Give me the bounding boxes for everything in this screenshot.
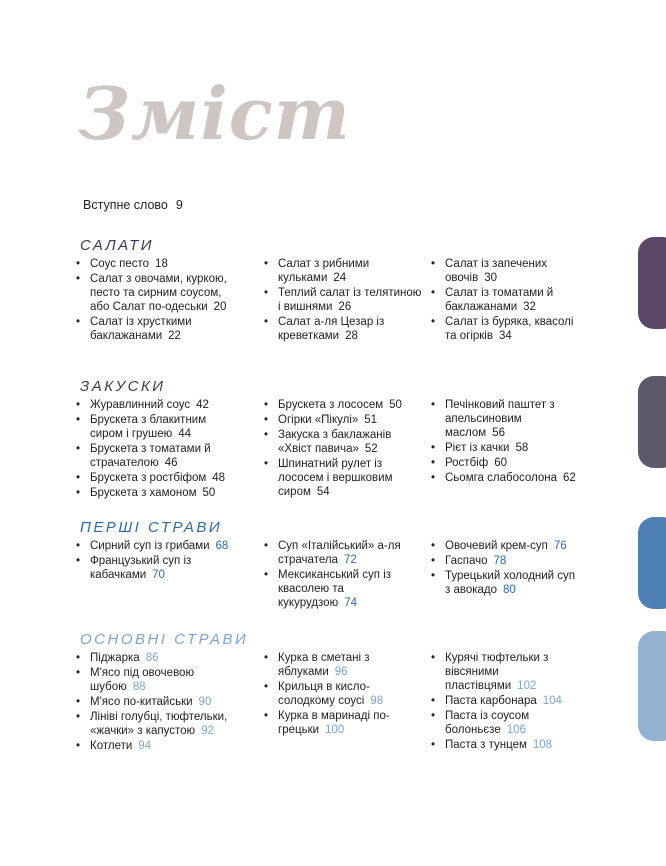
entry-page: 30 <box>484 272 497 284</box>
entry-page: 86 <box>145 652 159 664</box>
toc-entry[interactable] <box>431 539 581 553</box>
entry-title: Крильця в кисло-солодкому соусі <box>278 681 370 707</box>
entry-title: Шпинатний рулет із лососем і вершковим сиром <box>278 458 393 498</box>
entry-page: 22 <box>168 330 181 342</box>
bullet-icon: • <box>76 652 81 664</box>
toc-entry[interactable] <box>76 257 236 271</box>
bullet-icon: • <box>264 540 269 552</box>
toc-entry[interactable] <box>76 442 236 470</box>
entry-title: Гаспачо <box>445 555 488 567</box>
toc-entry[interactable] <box>76 315 236 343</box>
entry-title: Паста із соусом болоньєзе <box>445 710 530 736</box>
bullet-icon: • <box>76 740 81 752</box>
entry-title: Закуска з баклажанів «Хвіст павича» <box>278 429 392 455</box>
toc-column <box>76 257 236 344</box>
bullet-icon: • <box>431 258 436 270</box>
bullet-icon: • <box>264 681 269 693</box>
toc-entry[interactable] <box>431 709 581 737</box>
bullet-icon: • <box>431 316 436 328</box>
section-heading: ЗАКУСКИ <box>80 378 166 395</box>
entry-page: 74 <box>344 597 357 609</box>
entry-title: Піджарка <box>90 652 140 664</box>
toc-entry[interactable] <box>264 539 422 567</box>
bullet-icon: • <box>76 540 81 552</box>
bullet-icon: • <box>264 316 269 328</box>
entry-title: Суп «Італійський» а-ля страчатела <box>278 540 401 566</box>
entry-page: 96 <box>334 666 348 678</box>
toc-entry[interactable] <box>264 315 422 343</box>
bullet-icon: • <box>264 414 269 426</box>
toc-entry[interactable] <box>76 486 236 500</box>
bullet-icon: • <box>431 570 436 582</box>
bullet-icon: • <box>431 442 436 454</box>
entry-title: Брускета з хамоном <box>90 487 197 499</box>
section-heading: ПЕРШІ СТРАВИ <box>80 519 223 536</box>
toc-column <box>264 539 422 611</box>
bullet-icon: • <box>264 458 269 470</box>
bullet-icon: • <box>431 457 436 469</box>
bullet-icon: • <box>76 696 81 708</box>
toc-column <box>76 539 236 583</box>
bullet-icon: • <box>76 443 81 455</box>
entry-title: Сьомга слабосолона <box>445 472 557 484</box>
bullet-icon: • <box>264 652 269 664</box>
entry-page: 104 <box>542 695 562 707</box>
toc-entry[interactable] <box>264 568 422 610</box>
entry-title: Паста з тунцем <box>445 739 527 751</box>
entry-title: М'ясо по-китайськи <box>90 696 193 708</box>
toc-entry[interactable] <box>76 554 236 582</box>
page-title: Зміст <box>78 71 351 156</box>
section-tab[interactable] <box>638 376 666 468</box>
bullet-icon: • <box>431 739 436 751</box>
bullet-icon: • <box>431 287 436 299</box>
toc-entry[interactable] <box>264 680 422 708</box>
entry-title: Сирний суп із грибами <box>90 540 210 552</box>
toc-column <box>264 257 422 344</box>
entry-title: Журавлинний соус <box>90 399 191 411</box>
entry-page: 50 <box>389 399 402 411</box>
bullet-icon: • <box>264 399 269 411</box>
toc-entry[interactable] <box>431 471 581 485</box>
toc-entry[interactable] <box>264 286 422 314</box>
entry-title: Паста карбонара <box>445 695 537 707</box>
toc-entry[interactable] <box>431 738 581 752</box>
entry-title: Печінковий паштет з апельсиновим маслом <box>445 399 555 439</box>
entry-title: Курка в маринаді по-грецьки <box>278 710 390 736</box>
entry-page: 80 <box>503 584 516 596</box>
section-tab[interactable] <box>638 237 666 329</box>
entry-page: 42 <box>196 399 209 411</box>
entry-title: Брускета з томатами й страчателою <box>90 443 211 469</box>
entry-title: Теплий салат із телятиною і вишнями <box>278 287 422 313</box>
section-heading: ОСНОВНІ СТРАВИ <box>80 631 249 648</box>
toc-entry[interactable] <box>431 286 581 314</box>
entry-page: 94 <box>138 740 152 752</box>
entry-page: 34 <box>498 330 512 342</box>
bullet-icon: • <box>431 695 436 707</box>
bullet-icon: • <box>264 258 269 270</box>
entry-page: 52 <box>364 443 378 455</box>
toc-column <box>76 398 236 501</box>
bullet-icon: • <box>76 414 81 426</box>
entry-page: 68 <box>215 540 229 552</box>
entry-title: Брускета з лососем <box>278 399 384 411</box>
toc-column <box>264 398 422 500</box>
entry-page: 108 <box>532 739 553 751</box>
bullet-icon: • <box>76 711 81 723</box>
toc-column <box>431 539 581 598</box>
section-heading: САЛАТИ <box>80 237 155 254</box>
bullet-icon: • <box>431 555 436 567</box>
toc-entry[interactable] <box>76 695 236 709</box>
toc-column <box>76 651 236 754</box>
bullet-icon: • <box>76 472 81 484</box>
entry-title: Салат із хрусткими баклажанами <box>90 316 192 342</box>
entry-title: Турецький холодний суп з авокадо <box>445 570 576 596</box>
bullet-icon: • <box>76 258 81 270</box>
entry-page: 50 <box>202 487 216 499</box>
bullet-icon: • <box>76 487 81 499</box>
entry-title: Салат із томатами й баклажанами <box>445 287 554 313</box>
entry-page: 90 <box>198 696 212 708</box>
entry-title: Овочевий крем-суп <box>445 540 548 552</box>
toc-entry[interactable] <box>431 554 581 568</box>
entry-page: 48 <box>212 472 226 484</box>
toc-entry[interactable] <box>431 456 581 470</box>
toc-entry[interactable] <box>264 428 422 456</box>
toc-entry[interactable] <box>431 398 581 440</box>
entry-title: Салат з овочами, куркою, песто та сирним соусом, або Салат по-одеськи <box>90 273 227 313</box>
entry-page: 88 <box>132 681 146 693</box>
entry-title: Французький суп із кабачками <box>90 555 192 581</box>
entry-title: Курка в сметані з яблуками <box>278 652 370 678</box>
entry-page: 62 <box>562 472 576 484</box>
entry-page: 54 <box>316 486 330 498</box>
entry-page: 44 <box>178 428 192 440</box>
entry-title: Салат із буряка, квасолі та огірків <box>445 316 574 342</box>
entry-title: Ростбіф <box>445 457 489 469</box>
bullet-icon: • <box>76 667 81 679</box>
entry-title: Котлети <box>90 740 133 752</box>
toc-column <box>431 651 581 753</box>
toc-entry[interactable] <box>264 413 422 427</box>
entry-title: Лініві голубці, тюфтельки, «жачки» з капустою <box>90 711 228 737</box>
entry-page: 26 <box>338 301 352 313</box>
bullet-icon: • <box>431 540 436 552</box>
entry-title: Салат а-ля Цезар із креветками <box>278 316 385 342</box>
entry-title: Брускета з блакитним сиром і грушею <box>90 414 207 440</box>
entry-title: Брускета з ростбіфом <box>90 472 207 484</box>
toc-entry[interactable] <box>76 272 236 314</box>
bullet-icon: • <box>431 710 436 722</box>
entry-page: 100 <box>325 724 345 736</box>
bullet-icon: • <box>431 399 436 411</box>
entry-page: 72 <box>343 554 357 566</box>
toc-entry[interactable] <box>431 569 581 597</box>
toc-column <box>264 651 422 738</box>
entry-page: 60 <box>494 457 507 469</box>
bullet-icon: • <box>76 316 81 328</box>
bullet-icon: • <box>76 399 81 411</box>
entry-title: Соус песто <box>90 258 150 270</box>
entry-title: Огірки «Пікулі» <box>278 414 359 426</box>
toc-column <box>431 398 581 486</box>
toc-entry[interactable] <box>76 539 236 553</box>
entry-page: 92 <box>201 725 214 737</box>
toc-entry[interactable] <box>264 651 422 679</box>
toc-entry[interactable] <box>76 710 236 738</box>
toc-entry[interactable] <box>431 441 581 455</box>
bullet-icon: • <box>264 710 269 722</box>
bullet-icon: • <box>76 555 81 567</box>
entry-page: 70 <box>152 569 165 581</box>
bullet-icon: • <box>264 429 269 441</box>
toc-entry[interactable] <box>431 257 581 285</box>
toc-entry[interactable] <box>76 651 236 665</box>
entry-page: 102 <box>517 680 537 692</box>
entry-title: Салат з рибними кульками <box>278 258 370 284</box>
toc-entry[interactable] <box>431 651 581 693</box>
bullet-icon: • <box>431 472 436 484</box>
intro-page: 9 <box>175 198 183 212</box>
entry-page: 28 <box>345 330 358 342</box>
entry-page: 24 <box>333 272 347 284</box>
entry-page: 51 <box>364 414 378 426</box>
toc-entry[interactable] <box>76 471 236 485</box>
entry-page: 32 <box>523 301 536 313</box>
entry-title: Салат із запечених овочів <box>445 258 547 284</box>
entry-page: 98 <box>370 695 384 707</box>
toc-entry[interactable] <box>264 457 422 499</box>
entry-page: 56 <box>492 427 505 439</box>
entry-page: 18 <box>155 258 168 270</box>
section-tab[interactable] <box>638 631 666 741</box>
toc-entry[interactable] <box>76 413 236 441</box>
toc-entry[interactable] <box>76 739 236 753</box>
entry-page: 20 <box>213 301 227 313</box>
section-tab[interactable] <box>638 517 666 609</box>
toc-entry[interactable] <box>264 709 422 737</box>
entry-title: Курячі тюфтельки з вівсяними пластівцями <box>445 652 549 692</box>
intro-entry[interactable] <box>83 198 183 212</box>
entry-title: М'ясо під овочевою шубою <box>90 667 195 693</box>
bullet-icon: • <box>264 569 269 581</box>
entry-page: 46 <box>164 457 178 469</box>
toc-entry[interactable] <box>76 398 236 412</box>
entry-page: 78 <box>493 555 507 567</box>
toc-entry[interactable] <box>264 257 422 285</box>
toc-column <box>431 257 581 344</box>
toc-entry[interactable] <box>431 694 581 708</box>
toc-entry[interactable] <box>264 398 422 412</box>
bullet-icon: • <box>76 273 81 285</box>
bullet-icon: • <box>264 287 269 299</box>
intro-label: Вступне слово <box>83 198 168 212</box>
entry-page: 76 <box>553 540 567 552</box>
entry-title: Мексиканський суп із квасолею та кукурудзою <box>278 569 392 609</box>
toc-entry[interactable] <box>76 666 236 694</box>
bullet-icon: • <box>431 652 436 664</box>
entry-title: Рієт із качки <box>445 442 510 454</box>
entry-page: 58 <box>515 442 529 454</box>
toc-entry[interactable] <box>431 315 581 343</box>
entry-page: 106 <box>506 724 526 736</box>
